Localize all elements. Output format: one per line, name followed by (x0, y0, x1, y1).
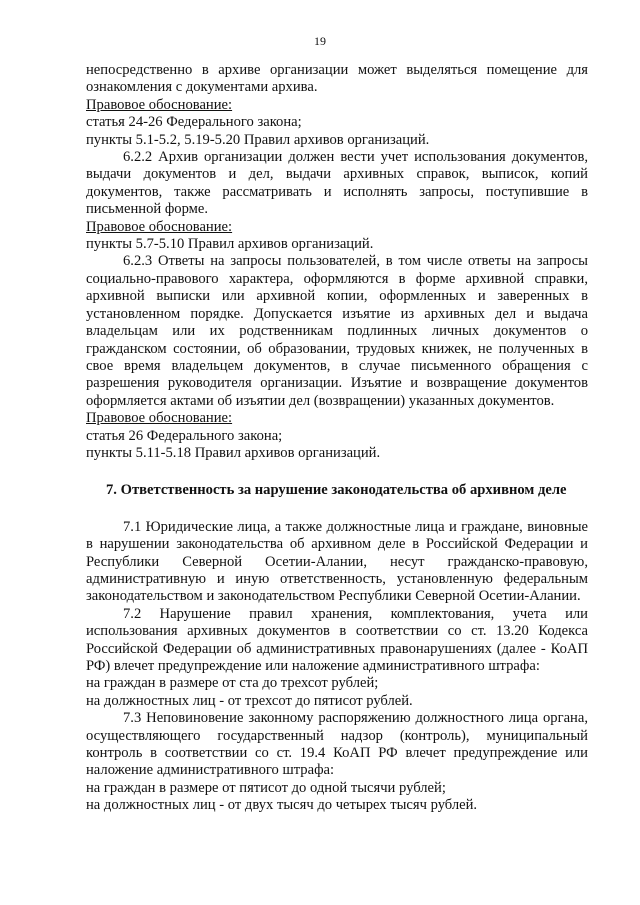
fine-line: на граждан в размере от ста до трехсот рублей; (86, 675, 379, 692)
legal-basis-line: статья 24-26 Федерального закона; (86, 114, 302, 131)
legal-basis-label: Правовое обоснование: (86, 410, 233, 427)
legal-basis-label: Правовое обоснование: (86, 96, 233, 113)
paragraph-7-2: 7.2 Нарушение правил хранения, комплектования, учета или использования архивных документов в соответствии со ст. 13.20 Кодекса Российской Федерации об административных правонарушениях (далее - КоАП РФ) влечет предупреждение или наложение административного штрафа: (86, 605, 588, 674)
paragraph-6-2-3: 6.2.3 Ответы на запросы пользователей, в том числе ответы на запросы социально-правового характера, оформляются в форме архивной справки, архивной выписки или архивной копии, оформленных и заверенных в установленном порядке. Допускается изъятие из архивных дел и выдача владельцам или их родственникам подлинных личных документов о гражданском состоянии, об образовании, трудовых книжек, не полученных в свое время владельцем документов, в случае письменного обращения с разрешения руководителя организации. Изъятие и возвращение документов оформляется актами об изъятии дел (возвращении) указанных документов. (86, 253, 588, 409)
legal-basis-line: пункты 5.7-5.10 Правил архивов организаций. (86, 236, 374, 253)
paragraph-7-3: 7.3 Неповиновение законному распоряжению должностного лица органа, осуществляющего государственный надзор (контроль), муниципальный контроль в соответствии со ст. 19.4 КоАП РФ влечет предупреждение или наложение административного штрафа: (86, 710, 588, 779)
paragraph-7-1: 7.1 Юридические лица, а также должностные лица и граждане, виновные в нарушении законодательства об архивном деле в Российской Федерации и Республики Северной Осетии-Алании, несут гражданско-правовую, административную и иную ответственность, установленную федеральным законодательством и законодательством Республики Северной Осетии-Алании. (86, 518, 588, 605)
page-number: 19 (314, 34, 326, 48)
paragraph-6-2-2: 6.2.2 Архив организации должен вести учет использования документов, выдачи документов и дел, выдачи архивных справок, выписок, копий документов, также рассматривать и исполнять запросы, поступившие в письменной форме. (86, 149, 588, 218)
spacer (86, 500, 588, 519)
fine-line: на должностных лиц - от двух тысяч до четырех тысяч рублей. (86, 797, 478, 814)
legal-basis-line: пункты 5.11-5.18 Правил архивов организаций. (86, 444, 381, 461)
legal-basis-line: статья 26 Федерального закона; (86, 427, 283, 444)
document-body (86, 62, 588, 815)
fine-line: на должностных лиц - от трехсот до пятисот рублей. (86, 692, 413, 709)
paragraph-archive-room: непосредственно в архиве организации может выделяться помещение для ознакомления с документами архива. (86, 62, 588, 96)
legal-basis-label: Правовое обоснование: (86, 218, 233, 235)
legal-basis-line: пункты 5.1-5.2, 5.19-5.20 Правил архивов организаций. (86, 131, 430, 148)
section-heading-7: 7. Ответственность за нарушение законодательства об архивном деле (106, 482, 567, 499)
fine-line: на граждан в размере от пятисот до одной тысячи рублей; (86, 779, 446, 796)
spacer (86, 462, 588, 482)
